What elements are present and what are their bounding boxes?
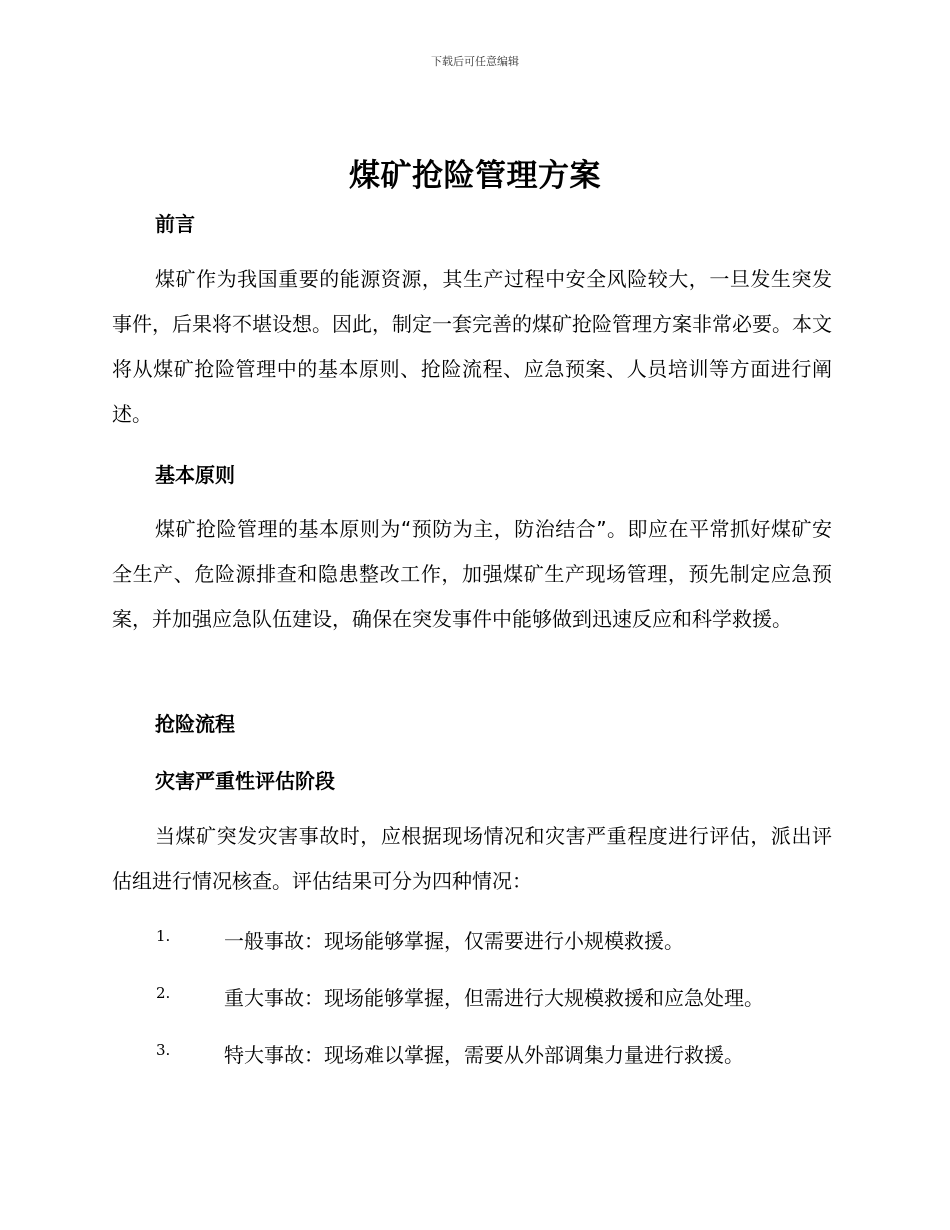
section-heading-preface: 前言: [155, 212, 195, 236]
paragraph-principles: 煤矿抢险管理的基本原则为“预防为主，防治结合”。即应在平常抓好煤矿安全生产、危险源排查和隐患整改工作，加强煤矿生产现场管理，预先制定应急预案，并加强应急队伍建设，确保在突发事件中能够做到迅速反应和科学救援。: [112, 517, 832, 631]
list-item-number: 1.: [156, 927, 171, 945]
section-heading-principles: 基本原则: [155, 463, 235, 487]
list-item-text: 重大事故：现场能够掌握，但需进行大规模救援和应急处理。: [224, 986, 764, 1010]
list-item-text: 特大事故：现场难以掌握，需要从外部调集力量进行救援。: [224, 1043, 744, 1067]
list-item-number: 2.: [156, 984, 171, 1002]
list-item: [0, 1039, 950, 1069]
list-item-number: 3.: [156, 1041, 171, 1059]
list-item: [0, 925, 950, 955]
paragraph-assessment: 当煤矿突发灾害事故时，应根据现场情况和灾害严重程度进行评估，派出评估组进行情况核查。评估结果可分为四种情况：: [112, 824, 832, 893]
list-item-text: 一般事故：现场能够掌握，仅需要进行小规模救援。: [224, 929, 684, 953]
list-item: [0, 982, 950, 1012]
header-note: 下载后可任意编辑: [431, 55, 519, 68]
section-heading-process: 抢险流程: [155, 712, 235, 736]
section-heading-assessment: 灾害严重性评估阶段: [155, 769, 335, 793]
document-title: 煤矿抢险管理方案: [349, 158, 601, 194]
paragraph-preface: 煤矿作为我国重要的能源资源，其生产过程中安全风险较大，一旦发生突发事件，后果将不堪设想。因此，制定一套完善的煤矿抢险管理方案非常必要。本文将从煤矿抢险管理中的基本原则、抢险流程、应急预案、人员培训等方面进行阐述。: [112, 267, 832, 426]
